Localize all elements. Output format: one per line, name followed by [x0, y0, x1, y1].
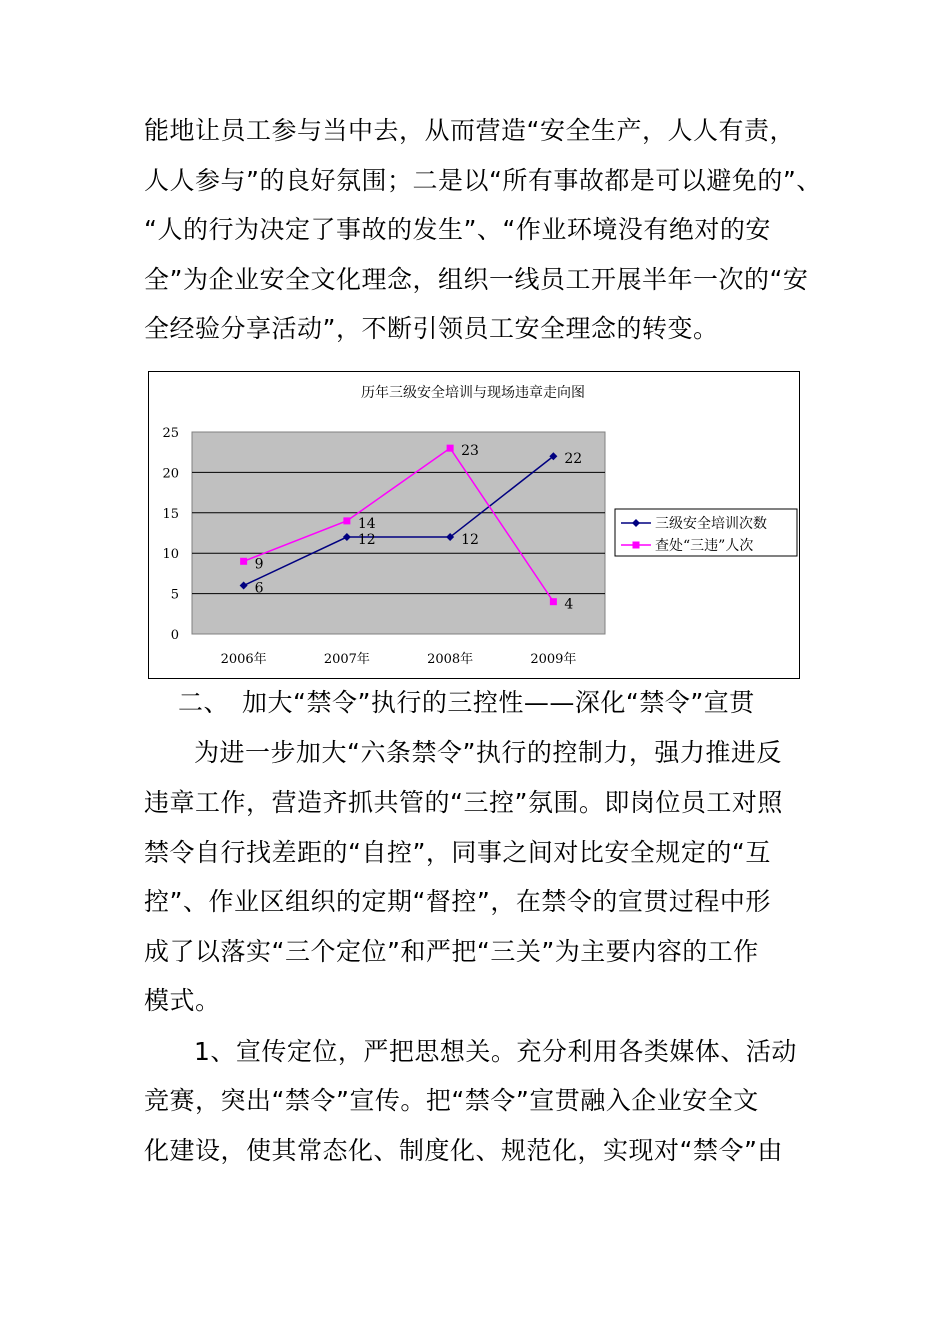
data-label: 9 [254, 556, 264, 573]
text-line: 1、宣传定位，严把思想关。充分利用各类媒体、活动 [194, 1037, 797, 1066]
text-line: 化建设，使其常态化、制度化、规范化，实现对“禁令”由 [144, 1136, 783, 1165]
legend-marker [633, 542, 640, 549]
text-line: 能地让员工参与当中去，从而营造“安全生产，人人有责， [144, 116, 795, 145]
text-line: 竞赛，突出“禁令”宣传。把“禁令”宣贯融入企业安全文 [144, 1086, 759, 1115]
legend [615, 509, 797, 556]
data-label: 22 [564, 451, 583, 468]
data-label: 23 [461, 443, 479, 460]
y-tick-label: 15 [162, 506, 179, 522]
text-line: 全”为企业安全文化理念，组织一线员工开展半年一次的“安 [144, 265, 809, 294]
data-label: 14 [357, 515, 376, 532]
text-line: 全经验分享活动”，不断引领员工安全理念的转变。 [144, 314, 719, 343]
legend-label: 查处“三违”人次 [655, 538, 754, 554]
text-line: 违章工作，营造齐抓共管的“三控”氛围。即岗位员工对照 [144, 788, 783, 817]
data-label: 4 [564, 596, 574, 613]
text-line: 禁令自行找差距的“自控”，同事之间对比安全规定的“互 [144, 838, 771, 867]
y-tick-label: 10 [162, 547, 179, 563]
text-line: 为进一步加大“六条禁令”执行的控制力，强力推进反 [194, 738, 782, 767]
y-tick-label: 20 [162, 466, 179, 482]
data-label: 12 [357, 532, 376, 549]
text-line: 控”、作业区组织的定期“督控”，在禁令的宣贯过程中形 [144, 887, 771, 916]
section-heading: 二、 加大“禁令”执行的三控性——深化“禁令”宣贯 [178, 688, 755, 717]
legend-label: 三级安全培训次数 [655, 516, 767, 532]
x-tick-label: 2006年 [220, 652, 267, 667]
text-line: 模式。 [144, 986, 221, 1015]
data-point [447, 445, 454, 452]
text-line: “人的行为决定了事故的发生”、“作业环境没有绝对的安 [144, 215, 771, 244]
data-label: 6 [254, 580, 264, 597]
y-tick-label: 5 [170, 587, 179, 603]
y-tick-label: 25 [162, 426, 179, 441]
data-point [343, 517, 350, 524]
text-line: 成了以落实“三个定位”和严把“三关”为主要内容的工作 [144, 937, 759, 966]
x-tick-label: 2009年 [530, 652, 577, 667]
x-tick-label: 2007年 [323, 652, 370, 667]
data-label: 12 [461, 532, 479, 549]
y-tick-label: 0 [170, 628, 179, 643]
text-line: 人人参与”的良好氛围；二是以“所有事故都是可以避免的”、 [144, 166, 822, 195]
line-chart [149, 372, 799, 678]
x-tick-label: 2008年 [427, 652, 474, 667]
data-point [550, 598, 557, 605]
data-point [240, 558, 247, 565]
chart-title: 历年三级安全培训与现场违章走向图 [361, 385, 585, 401]
plot-area [192, 432, 605, 634]
chart-container [148, 371, 800, 679]
